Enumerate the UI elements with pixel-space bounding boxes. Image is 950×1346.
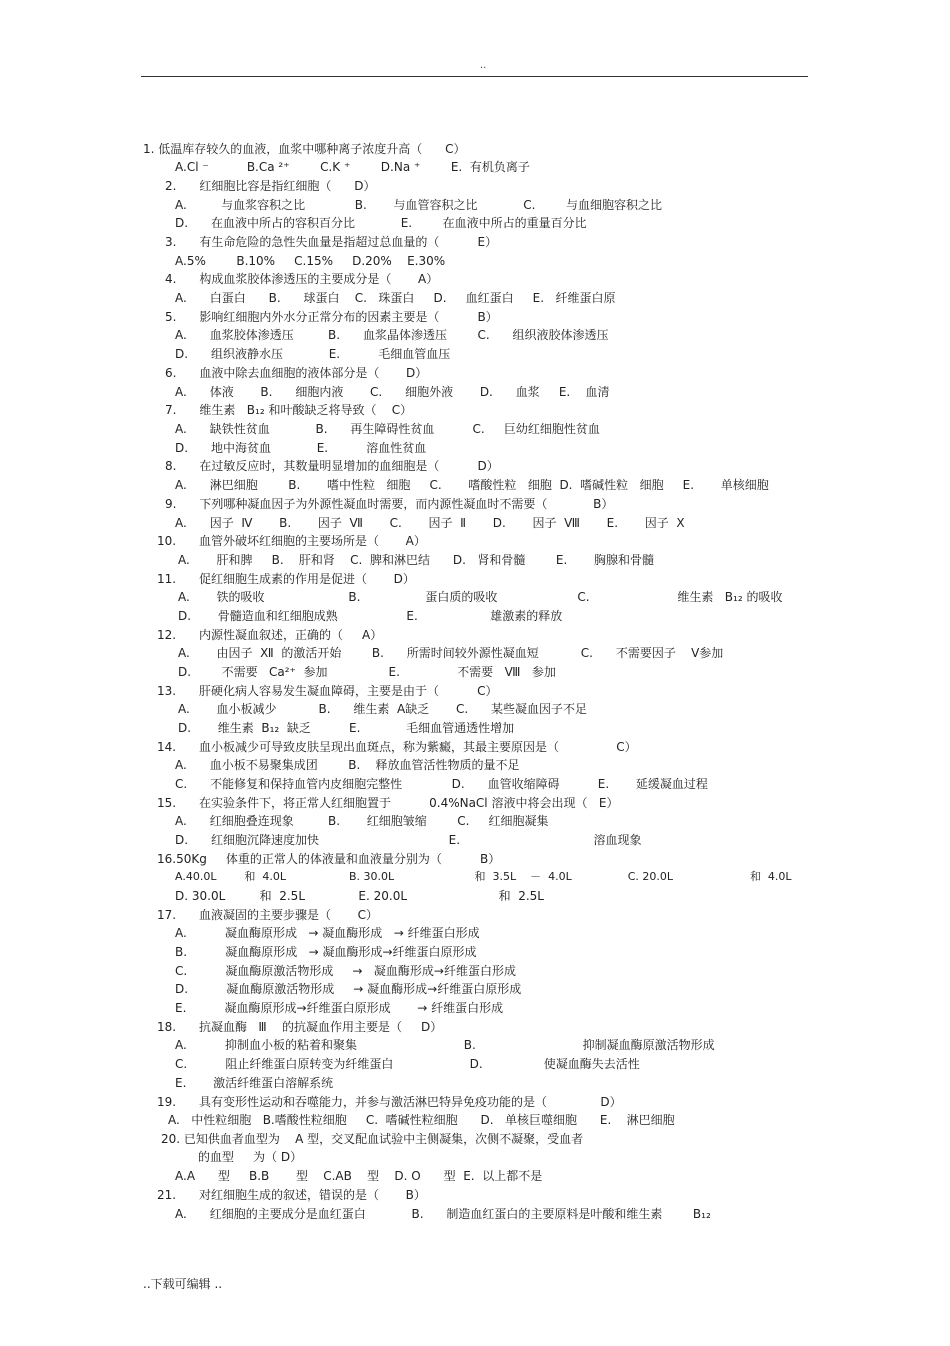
question-line: 18. 抗凝血酶 Ⅲ 的抗凝血作用主要是（ D） [157,1020,443,1034]
question-line: 21. 对红细胞生成的叙述，错误的是（ B） [157,1188,426,1202]
option-line: A. 白蛋白 B. 球蛋白 C. 珠蛋白 D. 血红蛋白 E. 纤维蛋白原 [175,291,616,305]
footer-text: ..下载可编辑 .. [143,1277,223,1291]
question-line-cont: 的血型 为（ D） [198,1150,303,1164]
option-line: D. 在血液中所占的容积百分比 E. 在血液中所占的重量百分比 [175,216,587,230]
question-line: 10. 血管外破坏红细胞的主要场所是（ A） [157,534,426,548]
option-line: E. 激活纤维蛋白溶解系统 [175,1076,334,1090]
option-line: C. 不能修复和保持血管内皮细胞完整性 D. 血管收缩障碍 E. 延缓凝血过程 [175,777,708,791]
question-line: 6. 血液中除去血细胞的液体部分是（ D） [165,366,428,380]
question-line: 13. 肝硬化病人容易发生凝血障碍，主要是由于（ C） [157,684,498,698]
option-line: A.40.0L 和 4.0L B. 30.0L 和 3.5L － 4.0L C. 20.0L 和 4.0L [175,870,792,883]
question-line: 8. 在过敏反应时，其数量明显增加的血细胞是（ D） [165,459,499,473]
header-rule [141,76,808,77]
question-line: 15. 在实验条件下，将正常人红细胞置于 0.4%NaCl 溶液中将会出现（ E） [157,796,619,810]
option-line: A.A 型 B.B 型 C.AB 型 D. O 型 E. 以上都不是 [175,1169,543,1183]
question-line: 11. 促红细胞生成素的作用是促进（ D） [157,572,415,586]
option-line: D. 骨髓造血和红细胞成熟 E. 雄激素的释放 [178,609,563,623]
header-mark: .. [480,60,487,71]
option-line: A. 由因子 Ⅻ 的激活开始 B. 所需时间较外源性凝血短 C. 不需要因子 Ⅴ参加 [178,646,724,660]
question-line: 16.50Kg 体重的正常人的体液量和血液量分别为（ B） [157,852,501,866]
question-line: 9. 下列哪种凝血因子为外源性凝血时需要，而内源性凝血时不需要（ B） [165,497,614,511]
option-line: D. 组织液静水压 E. 毛细血管血压 [175,347,451,361]
option-line: A. 铁的吸收 B. 蛋白质的吸收 C. 维生素 B₁₂ 的吸收 [178,590,783,604]
option-line: D. 不需要 Ca²⁺ 参加 E. 不需要 Ⅷ 参加 [178,665,556,679]
option-line: A. 因子 Ⅳ B. 因子 Ⅶ C. 因子 Ⅱ D. 因子 Ⅷ E. 因子 Ⅹ [175,516,685,530]
question-line: 5. 影响红细胞内外水分正常分布的因素主要是（ B） [165,310,498,324]
option-line: A. 淋巴细胞 B. 嗜中性粒 细胞 C. 嗜酸性粒 细胞 D. 嗜碱性粒 细胞 E. 单核细胞 [175,478,769,492]
option-line: D. 红细胞沉降速度加快 E. 溶血现象 [175,833,642,847]
option-line: D. 维生素 B₁₂ 缺乏 E. 毛细血管通透性增加 [178,721,515,735]
option-line: A. 与血浆容积之比 B. 与血管容积之比 C. 与血细胞容积之比 [175,198,662,212]
question-line: 2. 红细胞比容是指红细胞（ D） [165,179,376,193]
option-line: A. 中性粒细胞 B.嗜酸性粒细胞 C. 嗜碱性粒细胞 D. 单核巨噬细胞 E. 淋巴细胞 [168,1113,675,1127]
option-line: C. 凝血酶原激活物形成 → 凝血酶形成→纤维蛋白形成 [175,964,516,978]
option-line: A. 血浆胶体渗透压 B. 血浆晶体渗透压 C. 组织液胶体渗透压 [175,328,609,342]
option-line: A. 体液 B. 细胞内液 C. 细胞外液 D. 血浆 E. 血清 [175,385,610,399]
option-line: A. 红细胞叠连现象 B. 红细胞皱缩 C. 红细胞凝集 [175,814,549,828]
option-line: A. 血小板不易聚集成团 B. 释放血管活性物质的量不足 [175,758,520,772]
option-line: A. 血小板减少 B. 维生素 A缺乏 C. 某些凝血因子不足 [178,702,588,716]
question-line: 7. 维生素 B₁₂ 和叶酸缺乏将导致（ C） [165,403,413,417]
option-line: B. 凝血酶原形成 → 凝血酶形成→纤维蛋白原形成 [175,945,477,959]
option-line: A. 红细胞的主要成分是血红蛋白 B. 制造血红蛋白的主要原料是叶酸和维生素 B₁₂ [175,1207,711,1221]
option-line: A.5% B.10% C.15% D.20% E.30% [175,254,446,268]
question-line: 1. 低温库存较久的血液，血浆中哪种离子浓度升高（ C） [143,142,466,156]
question-line: 20. 已知供血者血型为 A 型，交叉配血试验中主侧凝集，次侧不凝聚，受血者 [161,1132,584,1146]
question-line: 19. 具有变形性运动和吞噬能力，并参与激活淋巴特异免疫功能的是（ D） [157,1095,622,1109]
option-line: D. 凝血酶原激活物形成 → 凝血酶形成→纤维蛋白原形成 [175,982,522,996]
option-line: A.Cl ⁻ B.Ca ²⁺ C.K ⁺ D.Na ⁺ E. 有机负离子 [175,160,530,174]
question-line: 17. 血液凝固的主要步骤是（ C） [157,908,379,922]
question-line: 12. 内源性凝血叙述，正确的（ A） [157,628,383,642]
question-line: 4. 构成血浆胶体渗透压的主要成分是（ A） [165,272,439,286]
option-line: A. 肝和脾 B. 肝和肾 C. 脾和淋巴结 D. 肾和骨髓 E. 胸腺和骨髓 [178,553,654,567]
option-line: D. 30.0L 和 2.5L E. 20.0L 和 2.5L [175,889,544,903]
option-line: D. 地中海贫血 E. 溶血性贫血 [175,441,427,455]
option-line: E. 凝血酶原形成→纤维蛋白原形成 → 纤维蛋白形成 [175,1001,504,1015]
option-line: A. 缺铁性贫血 B. 再生障碍性贫血 C. 巨幼红细胞性贫血 [175,422,600,436]
question-line: 14. 血小板减少可导致皮肤呈现出血斑点，称为紫癜，其最主要原因是（ C） [157,740,637,754]
option-line: A. 凝血酶原形成 → 凝血酶形成 → 纤维蛋白形成 [175,926,480,940]
question-line: 3. 有生命危险的急性失血量是指超过总血量的（ E） [165,235,498,249]
option-line: A. 抑制血小板的粘着和聚集 B. 抑制凝血酶原激活物形成 [175,1038,715,1052]
option-line: C. 阻止纤维蛋白原转变为纤维蛋白 D. 使凝血酶失去活性 [175,1057,640,1071]
